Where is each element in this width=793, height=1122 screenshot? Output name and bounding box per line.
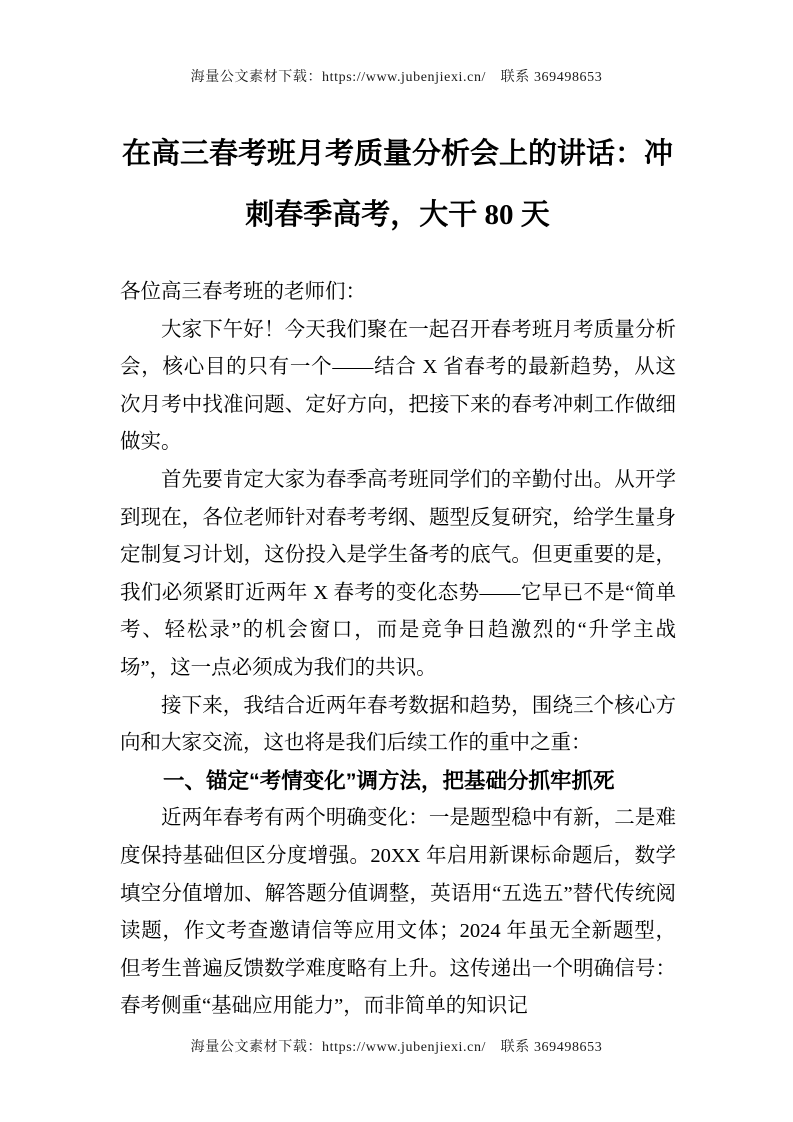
salutation-line: 各位高三春考班的老师们： bbox=[120, 281, 366, 303]
section-heading: 一、锚定“考情变化”调方法，把基础分抓牢抓死 bbox=[163, 768, 615, 793]
page-header bbox=[0, 66, 793, 86]
body-paragraph: 接下来，我结合近两年春考数据和趋势，围绕三个核心方向和大家交流，这也将是我们后续工作的重中之重： bbox=[120, 694, 676, 755]
header-watermark-text: 海量公文素材下载：https://www.jubenjiexi.cn/ 联系 369498653 bbox=[190, 70, 603, 85]
body-paragraph: 首先要肯定大家为春季高考班同学们的辛勤付出。从开学到现在，各位老师针对春考考纲、题型反复研究，给学生量身定制复习计划，这份投入是学生备考的底气。但更重要的是，我们必须紧盯近两年 X 春考的变化态势——它早已不是“简单考、轻松录”的机会窗口，而是竞争日趋激烈的“升学主战场”，这一点必须成为我们的共识。 bbox=[120, 468, 676, 679]
body-paragraph: 大家下午好！今天我们聚在一起召开春考班月考质量分析会，核心目的只有一个——结合 X 省春考的最新趋势，从这次月考中找准问题、定好方向，把接下来的春考冲刺工作做细做实。 bbox=[120, 318, 676, 454]
footer-watermark-text: 海量公文素材下载：https://www.jubenjiexi.cn/ 联系 369498653 bbox=[190, 1040, 603, 1055]
body-paragraph: 近两年春考有两个明确变化：一是题型稳中有新，二是难度保持基础但区分度增强。20XX 年启用新课标命题后，数学填空分值增加、解答题分值调整，英语用“五选五”替代传统阅读题，作文考查邀请信等应用文体；2024 年虽无全新题型，但考生普遍反馈数学难度略有上升。这传递出一个明确信号：春考侧重“基础应用能力”，而非简单的知识记 bbox=[120, 807, 676, 1018]
document-body bbox=[120, 274, 676, 1026]
page-footer bbox=[0, 1036, 793, 1056]
document-title: 在高三春考班月考质量分析会上的讲话：冲刺春季高考，大干 80 天 bbox=[121, 138, 673, 231]
